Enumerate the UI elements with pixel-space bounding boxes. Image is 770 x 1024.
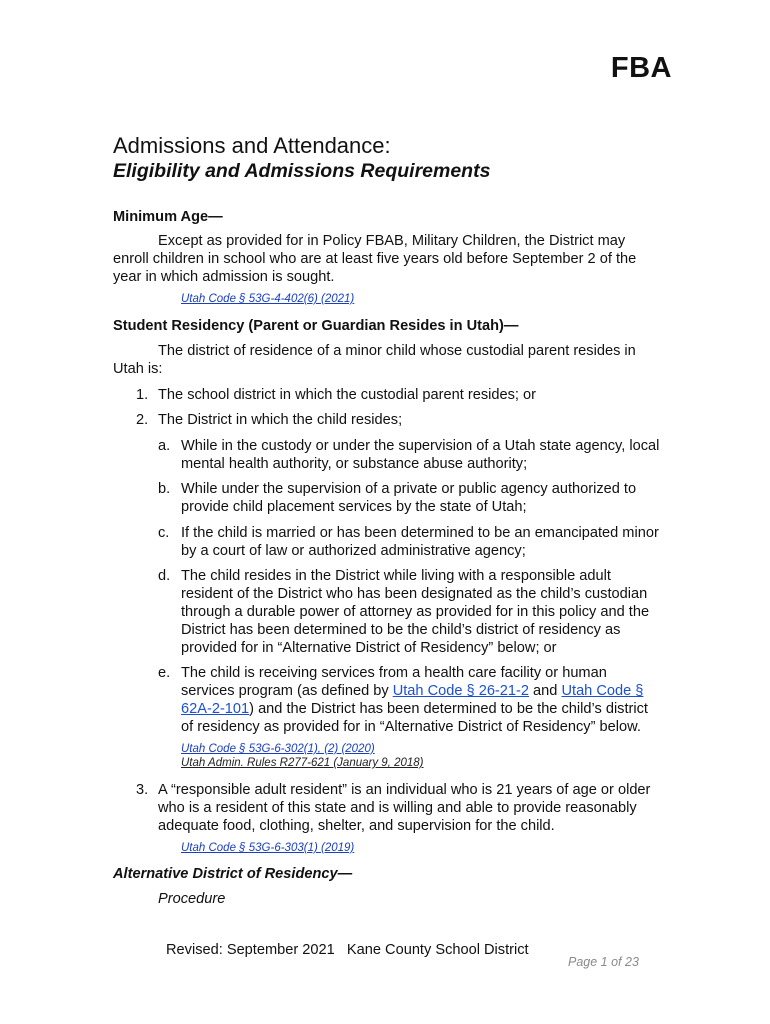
sub-item-letter: a. [158, 438, 171, 454]
page-title: Admissions and Attendance: [113, 133, 391, 158]
sub-item-d-line-2: resident of the District who has been designated as the child’s custodian [181, 586, 648, 602]
sub-item-c-line-1: If the child is married or has been determined to be an emancipated minor [181, 525, 659, 541]
sub-item-b-line-1: While under the supervision of a private or public agency authorized to [181, 481, 637, 497]
list-item-1-text: The school district in which the custodial parent resides; or [158, 387, 536, 403]
page-subtitle: Eligibility and Admissions Requirements [113, 160, 491, 182]
sub-item-e-line-2-mid: and [529, 683, 562, 699]
sub-item-d-line-3: through a durable power of attorney as provided for in this policy and the [181, 604, 650, 620]
list-item-number: 3. [136, 782, 149, 798]
sub-item-letter: c. [158, 525, 170, 541]
minimum-age-line-2: enroll children in school who are at least five years old before September 2 of the [113, 251, 637, 267]
sub-item-letter: e. [158, 665, 171, 681]
list-item-number: 2. [136, 412, 149, 428]
sub-item-d-line-1: The child resides in the District while living with a responsible adult [181, 568, 611, 584]
admin-rules-citation-link[interactable]: Utah Admin. Rules R277-621 (January 9, 2018) [181, 757, 424, 769]
procedure-subheading: Procedure [158, 891, 226, 907]
minimum-age-line-1: Except as provided for in Policy FBAB, Military Children, the District may [158, 233, 626, 249]
residency-intro-line-1: The district of residence of a minor child whose custodial parent resides in [158, 343, 636, 359]
sub-item-a-line-1: While in the custody or under the supervision of a Utah state agency, local [181, 438, 660, 454]
list-item-2-text: The District in which the child resides; [158, 412, 403, 428]
sub-item-letter: d. [158, 568, 171, 584]
residency-heading: Student Residency (Parent or Guardian Resides in Utah)— [113, 318, 519, 334]
sub-item-letter: b. [158, 481, 171, 497]
utah-code-62a-link-part-2[interactable]: 62A-2-101 [181, 701, 250, 717]
minimum-age-line-3: year in which admission is sought. [113, 269, 335, 285]
sub-item-d-line-5: provided for in “Alternative District of Residency” below; or [181, 640, 557, 656]
footer-revision: Revised: September 2021 Kane County School District [166, 942, 529, 958]
sub-item-e-line-3 [181, 700, 648, 718]
list-item-number: 1. [136, 387, 149, 403]
utah-code-26-21-2-link[interactable]: Utah Code § 26-21-2 [392, 683, 529, 699]
residency-citation-link[interactable]: Utah Code § 53G-6-302(1), (2) (2020) [181, 743, 375, 755]
list-item-3-line-2: who is a resident of this state and is willing and able to provide reasonably [158, 800, 637, 816]
list-item-3-line-1: A “responsible adult resident” is an individual who is 21 years of age or older [158, 782, 651, 798]
responsible-adult-citation-link[interactable]: Utah Code § 53G-6-303(1) (2019) [181, 842, 355, 854]
sub-item-e-line-2 [181, 682, 643, 700]
policy-code: FBA [610, 52, 672, 84]
sub-item-e-line-3-post: ) and the District has been determined to be the child’s district [249, 701, 648, 717]
minimum-age-heading: Minimum Age— [113, 209, 223, 225]
page-number: Page 1 of 23 [568, 955, 639, 969]
minimum-age-citation-link[interactable]: Utah Code § 53G-4-402(6) (2021) [181, 293, 355, 305]
sub-item-b-line-2: provide child placement services by the state of Utah; [181, 499, 527, 515]
sub-item-d-line-4: District has been determined to be the child’s district of residency as [181, 622, 621, 638]
alternative-district-heading: Alternative District of Residency— [113, 866, 353, 882]
sub-item-a-line-2: mental health authority, or substance abuse authority; [181, 456, 528, 472]
sub-item-c-line-2: by a court of law or authorized administrative agency; [181, 543, 526, 559]
sub-item-e-line-1: The child is receiving services from a health care facility or human [181, 665, 607, 681]
residency-intro-line-2: Utah is: [113, 361, 163, 377]
sub-item-e-line-4: of residency as provided for in “Alternative District of Residency” below. [181, 719, 641, 735]
list-item-3-line-3: adequate food, clothing, shelter, and supervision for the child. [158, 818, 555, 834]
sub-item-e-line-2-pre: services program (as defined by [181, 683, 393, 699]
utah-code-62a-link-part-1[interactable]: Utah Code § [561, 683, 644, 699]
